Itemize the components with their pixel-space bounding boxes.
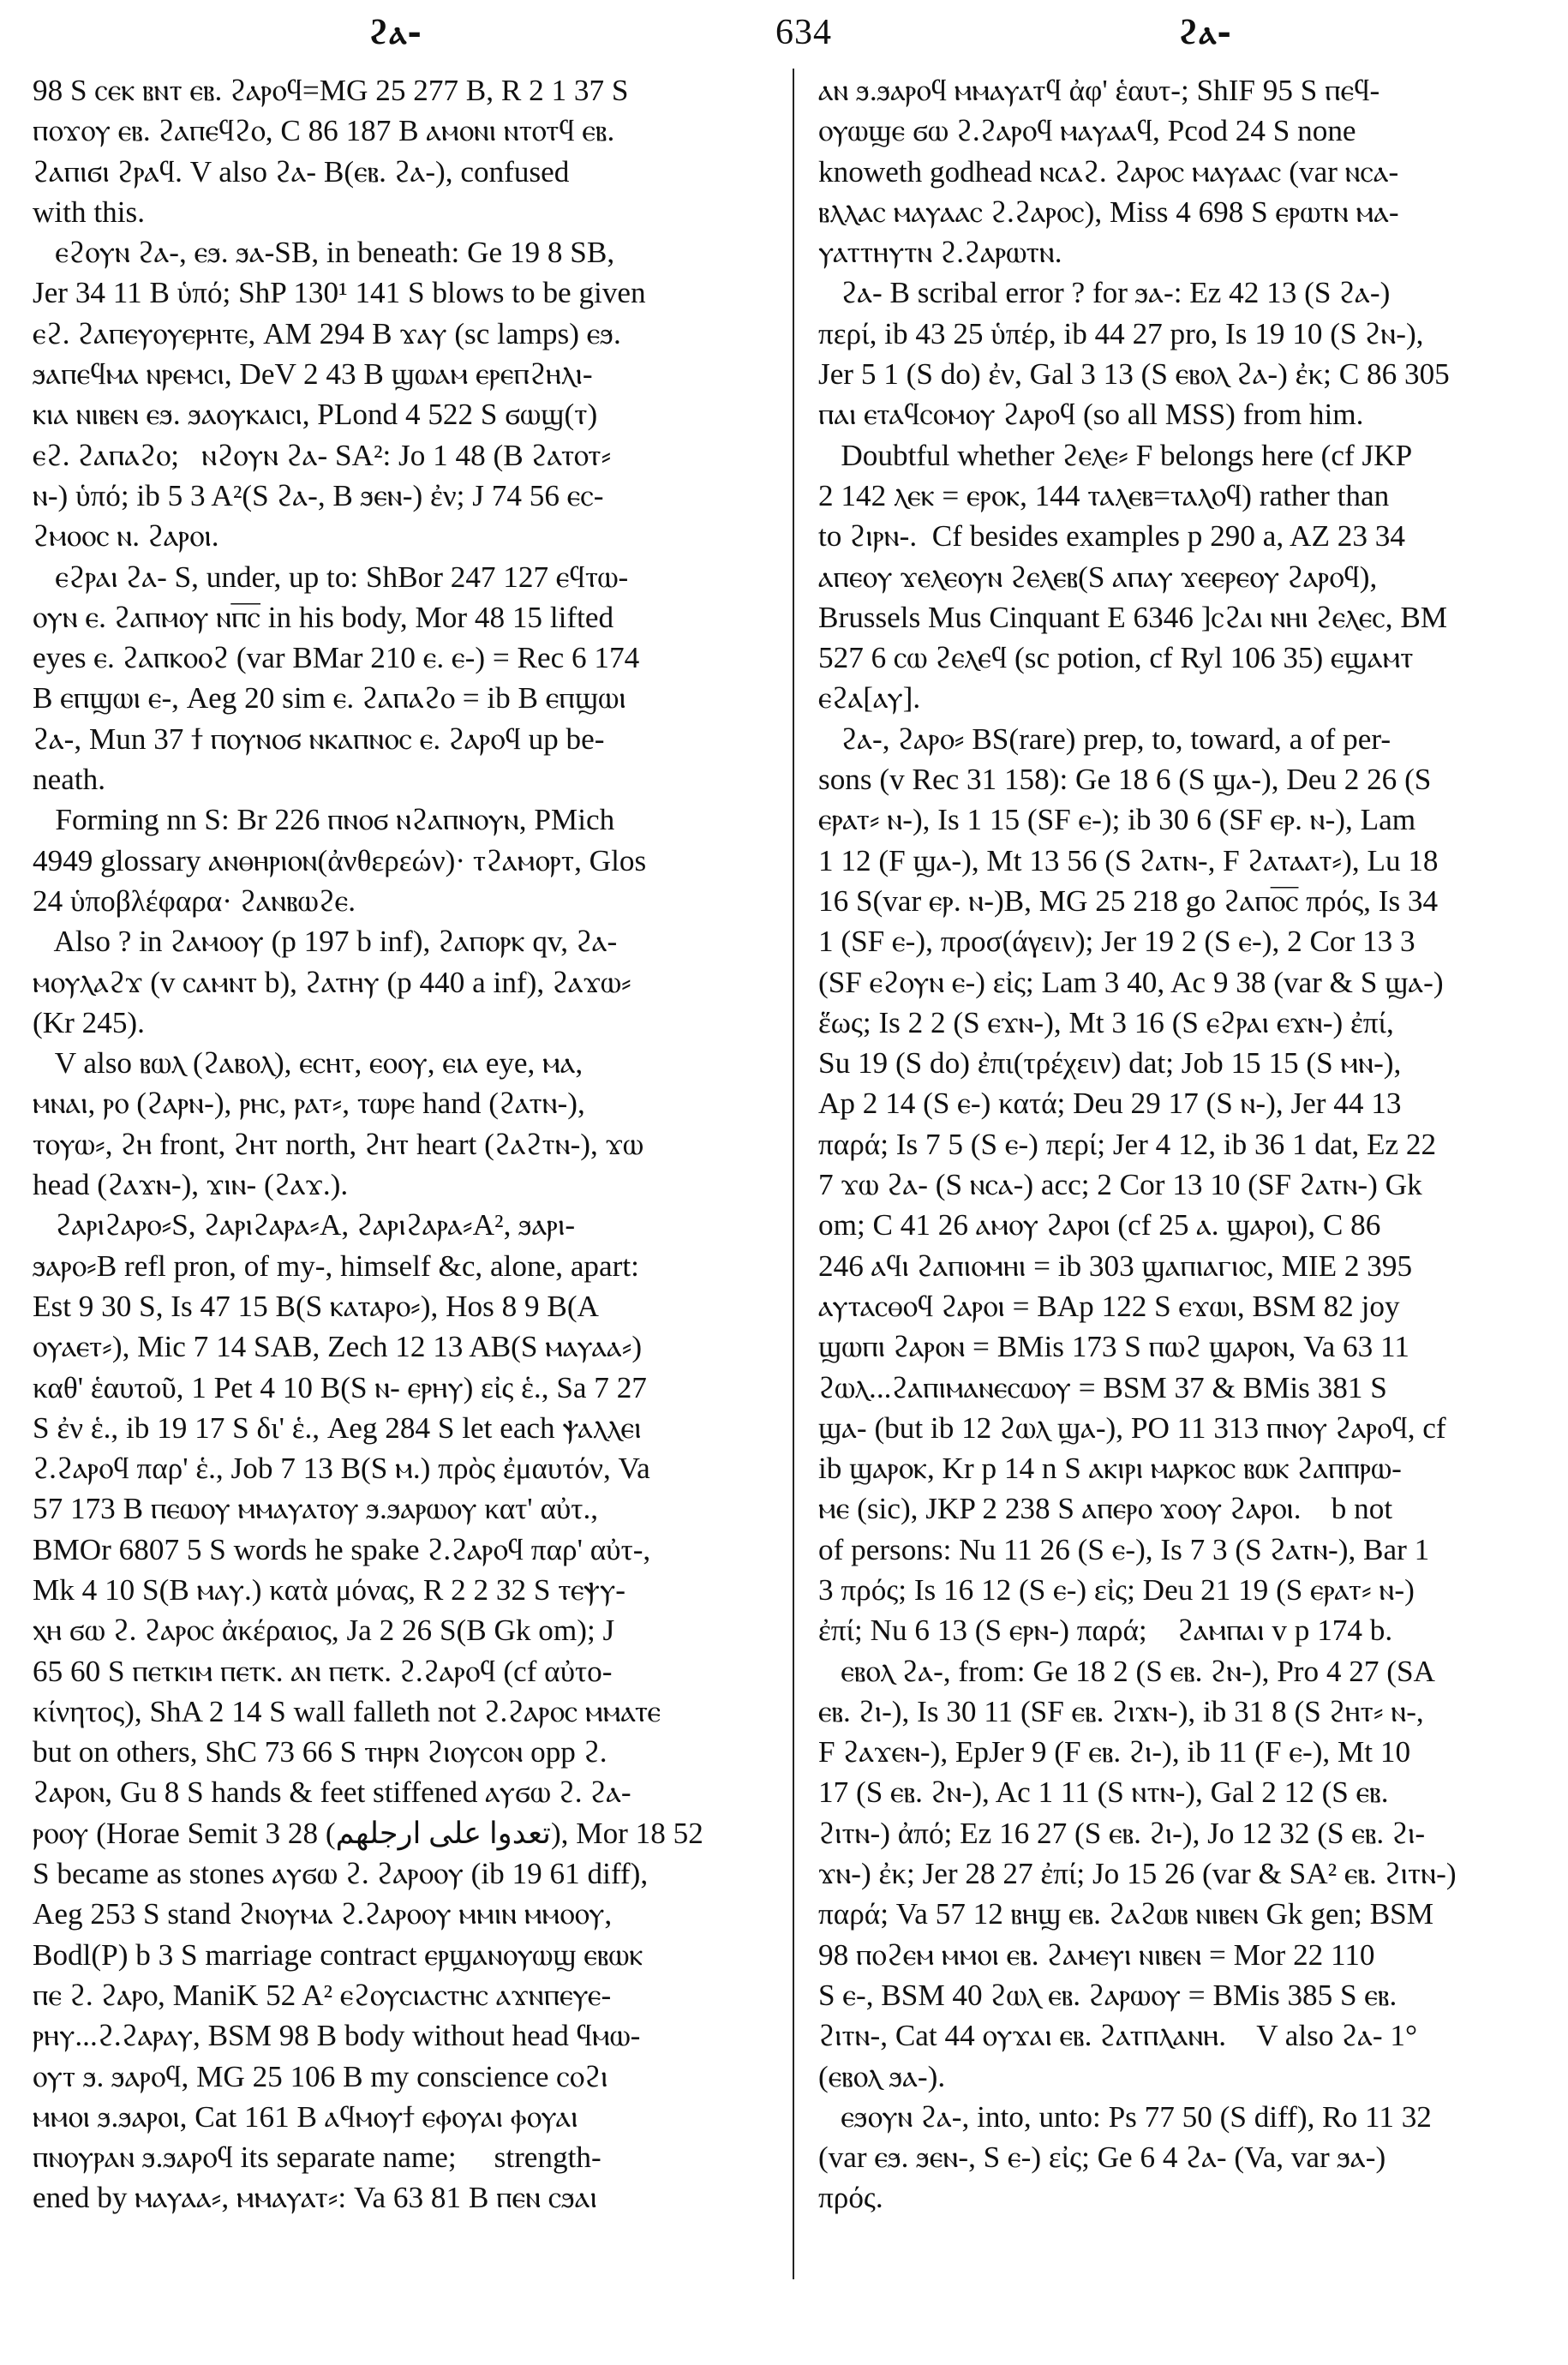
left-column-line: ⲉϩ. ϩⲁⲡⲁϩⲟ; ⲛϩⲟⲩⲛ ϩⲁ- SA²: Jo 1 48 (B ϩⲁⲧⲟⲧ⸗ <box>33 438 612 472</box>
left-column-line: ⲟⲩⲛ ⲉ. ϩⲁⲡⲙⲟⲩ ⲛⲡ̅ⲥ̅ in his body, Mor 48 15 lifted <box>33 600 614 634</box>
left-column-line: ⲙⲛⲁⲓ, ⲣⲟ (ϩⲁⲣⲛ-), ⲣⲏⲥ, ⲣⲁⲧ⸗, ⲧⲱⲣⲉ hand (ϩⲁⲧⲛ-), <box>33 1087 585 1121</box>
left-column-line: with this. <box>33 195 145 229</box>
right-column-line: ⲙⲉ (sic), JKP 2 238 S ⲁⲡⲉⲣⲟ ϫⲟⲟⲩ ϩⲁⲣⲟⲓ. b not <box>818 1492 1393 1526</box>
left-column-line: 65 60 S ⲡⲉⲧⲕⲓⲙ ⲡⲉⲧⲕ. ⲁⲛ ⲡⲉⲧⲕ. ϩ.ϩⲁⲣⲟϥ (cf αὐτο- <box>33 1654 613 1688</box>
left-column-line: ⲭⲏ ϭⲱ ϩ. ϩⲁⲣⲟⲥ ἀκέραιος, Ja 2 26 S(B Gk om); J <box>33 1614 615 1648</box>
left-column-line: καθ' ἑαυτοῦ, 1 Pet 4 10 B(S ⲛ- ⲉⲣⲏⲩ) εἰς ἑ., Sa 7 27 <box>33 1370 647 1404</box>
right-running-headword: ϩⲁ- <box>1178 12 1233 52</box>
right-column-line: sons (v Rec 31 158): Ge 18 6 (S ϣⲁ-), Deu 2 26 (S <box>818 763 1432 797</box>
right-column-line: 3 πρός; Is 16 12 (S ⲉ-) εἰς; Deu 21 19 (S ⲉⲣⲁⲧ⸗ ⲛ-) <box>818 1572 1415 1607</box>
right-column-line: ib ϣⲁⲣⲟⲕ, Kr p 14 n S ⲁⲕⲓⲣⲓ ⲙⲁⲣⲕⲟⲥ ⲃⲱⲕ ϩⲁⲡⲡⲣⲱ- <box>818 1452 1402 1486</box>
right-column-line: ⲉⲃ. ϩⲓ-), Is 30 11 (SF ⲉⲃ. ϩⲓϫⲛ-), ib 31 8 (S ϩⲏⲧ⸗ ⲛ-, <box>818 1694 1424 1728</box>
right-column-line: Ap 2 14 (S ⲉ-) κατά; Deu 29 17 (S ⲛ-), Jer 44 13 <box>818 1087 1402 1121</box>
right-column-line: S ⲉ-, BSM 40 ϩⲱⲗ ⲉⲃ. ϩⲁⲣⲱⲟⲩ = BMis 385 S ⲉⲃ. <box>818 1978 1397 2012</box>
right-column-line: παρά; Va 57 12 ⲃⲏϣ ⲉⲃ. ϩⲁϩⲱⲃ ⲛⲓⲃⲉⲛ Gk gen; BSM <box>818 1897 1434 1931</box>
left-column-line: ⲡⲉ ϩ. ϩⲁⲣⲟ, ManiK 52 A² ⲉϩⲟⲩⲥⲓⲁⲥⲧⲏⲥ ⲁϫⲛⲡⲉⲩⲉ- <box>33 1978 612 2012</box>
right-column-line: ϩⲁ-, ϩⲁⲣⲟ⸗ BS(rare) prep, to, toward, a of per- <box>818 721 1391 756</box>
left-column <box>33 70 776 2218</box>
right-column-line: 17 (S ⲉⲃ. ϩⲛ-), Ac 1 11 (S ⲛⲧⲛ-), Gal 2 12 (S ⲉⲃ. <box>818 1775 1389 1810</box>
left-column-line: ϧⲁⲡⲉϥⲙⲁ ⲛⲣⲉⲙⲥⲓ, DeV 2 43 B ϣⲱⲁⲙ ⲉⲣⲉⲡϩⲏⲗⲓ- <box>33 357 593 392</box>
left-column-line: S ἐν ἑ., ib 19 17 S δι' ἑ., Aeg 284 S let each ⲯⲁⲗⲗⲉⲓ <box>33 1410 642 1445</box>
left-column-line: B ⲉⲡϣⲱⲓ ⲉ-, Aeg 20 sim ⲉ. ϩⲁⲡⲁϩⲟ = ib B ⲉⲡϣⲱⲓ <box>33 681 626 715</box>
right-column-line: ⲡⲁⲓ ⲉⲧⲁϥⲥⲟⲙⲟⲩ ϩⲁⲣⲟϥ (so all MSS) from him. <box>818 398 1364 432</box>
left-column-line: 57 173 B ⲡⲉⲱⲟⲩ ⲙⲙⲁⲩⲁⲧⲟⲩ ϧ.ϧⲁⲣⲱⲟⲩ κατ' αὐτ., <box>33 1492 599 1526</box>
left-column-line: ⲛ-) ὑπό; ib 5 3 A²(S ϩⲁ-, B ϧⲉⲛ-) ἐν; J 74 56 ⲉⲥ- <box>33 478 604 512</box>
left-column-line: ⲕⲓⲁ ⲛⲓⲃⲉⲛ ⲉϧ. ϧⲁⲟⲩⲕⲁⲓⲥⲓ, PLond 4 522 S ϭⲱϣ(ⲧ) <box>33 398 598 432</box>
right-column-line: ⲉϧⲟⲩⲛ ϩⲁ-, into, unto: Ps 77 50 (S diff), Ro 11 32 <box>818 2099 1432 2134</box>
right-column-line: ⲁⲡⲉⲟⲩ ϫⲉⲗⲉⲟⲩⲛ ϩⲉⲗⲉⲃ(S ⲁⲡⲁⲩ ϫⲉⲉⲣⲉⲟⲩ ϩⲁⲣⲟϥ), <box>818 560 1378 594</box>
left-column-line: Est 9 30 S, Is 47 15 B(S ⲕⲁⲧⲁⲣⲟ⸗), Hos 8 9 B(A <box>33 1289 599 1323</box>
left-column-line: ϩⲙⲟⲟⲥ ⲛ. ϩⲁⲣⲟⲓ. <box>33 519 219 554</box>
left-column-line: ϩⲁ-, Mun 37 ϯ ⲡⲟⲩⲛⲟϭ ⲛⲕⲁⲡⲛⲟⲥ ⲉ. ϩⲁⲣⲟϥ up be- <box>33 721 605 756</box>
left-column-line: Jer 34 11 B ὑπό; ShP 130¹ 141 S blows to be given <box>33 276 646 310</box>
left-column-line: 4949 glossary ⲁⲛⲑⲏⲣⲓⲟⲛ(ἀνθερεών)· ⲧϩⲁⲙⲟⲣⲧ, Glos <box>33 843 647 877</box>
right-column-line: 527 6 ⲥⲱ ϩⲉⲗⲉϥ (sc potion, cf Ryl 106 35) ⲉϣⲁⲙⲧ <box>818 641 1414 675</box>
left-column-line: ⲣⲏⲩ...ϩ.ϩⲁⲣⲁⲩ, BSM 98 B body without head ϥⲙⲱ- <box>33 2019 641 2053</box>
left-column-line: 98 S ⲥⲉⲕ ⲃⲛⲧ ⲉⲃ. ϩⲁⲣⲟϥ=MG 25 277 B, R 2 1 37 S <box>33 74 629 107</box>
right-column-line: ϩⲓⲧⲛ-) ἀπό; Ez 16 27 (S ⲉⲃ. ϩⲓ-), Jo 12 32 (S ⲉⲃ. ϩⲓ- <box>818 1816 1426 1850</box>
left-column-line: ened by ⲙⲁⲩⲁⲁ⸗, ⲙⲙⲁⲩⲁⲧ⸗: Va 63 81 B ⲡⲉⲛ ⲥϧⲁⲓ <box>33 2181 597 2215</box>
right-column-line: (ⲉⲃⲟⲗ ϧⲁ-). <box>818 2059 946 2093</box>
right-column-line: περί, ib 43 25 ὑπέρ, ib 44 27 pro, Is 19 10 (S ϩⲛ-), <box>818 316 1424 350</box>
left-column-line: ϩⲁⲡⲓϭⲓ ϩⲣⲁϥ. V also ϩⲁ- B(ⲉⲃ. ϩⲁ-), confused <box>33 154 570 189</box>
right-column-line: knoweth godhead ⲛⲥⲁϩ. ϩⲁⲣⲟⲥ ⲙⲁⲩⲁⲁⲥ (var ⲛⲥⲁ- <box>818 154 1399 189</box>
left-column-line: Bodl(P) b 3 S marriage contract ⲉⲣϣⲁⲛⲟⲩⲱϣ ⲉⲃⲱⲕ <box>33 1937 643 1972</box>
right-column-line: F ϩⲁϫⲉⲛ-), EpJer 9 (F ⲉⲃ. ϩⲓ-), ib 11 (F ⲉ-), Mt 10 <box>818 1735 1411 1769</box>
right-column-line: ϫⲛ-) ἐκ; Jer 28 27 ἐπί; Jo 15 26 (var & SA² ⲉⲃ. ϩⲓⲧⲛ-) <box>818 1857 1457 1891</box>
right-column <box>818 70 1562 2218</box>
left-column-line: ⲙⲟⲩⲗⲁϩϫ (v ⲥⲁⲙⲛⲧ b), ϩⲁⲧⲏⲩ (p 440 a inf), ϩⲁϫⲱ⸗ <box>33 965 631 999</box>
right-column-line: ⲟⲩⲱϣⲉ ϭⲱ ϩ.ϩⲁⲣⲟϥ ⲙⲁⲩⲁⲁϥ, Pcod 24 S none <box>818 114 1356 148</box>
left-column-line: head (ϩⲁϫⲛ-), ϫⲓⲛ- (ϩⲁϫ.). <box>33 1168 349 1202</box>
right-column-line: ϣⲱⲡⲓ ϩⲁⲣⲟⲛ = BMis 173 S ⲡⲱϩ ϣⲁⲣⲟⲛ, Va 63 11 <box>818 1330 1409 1364</box>
left-column-line: ⲉϩⲣⲁⲓ ϩⲁ- S, under, up to: ShBor 247 127 ⲉϥⲧⲱ- <box>33 560 629 594</box>
left-column-line: (Kr 245). <box>33 1005 145 1039</box>
left-column-line: ⲟⲩⲧ ϧ. ϧⲁⲣⲟϥ, MG 25 106 B my conscience ⲥⲟϩⲓ <box>33 2059 608 2093</box>
left-column-line: ⲣⲟⲟⲩ (Horae Semit 3 28 (تعدوا على ارجلهم), Mor 18 52 <box>33 1816 703 1850</box>
right-column-line: 1 (SF ⲉ-), προσ(άγειν); Jer 19 2 (S ⲉ-), 2 Cor 13 3 <box>818 925 1415 959</box>
right-column-line: 246 ⲁϥⲓ ϩⲁⲡⲓⲟⲙⲏⲓ = ib 303 ϣⲁⲡⲓⲁⲅⲓⲟⲥ, MIE 2 395 <box>818 1248 1413 1283</box>
right-column-line: Su 19 (S do) ἐπι(τρέχειν) dat; Job 15 15 (S ⲙⲛ-), <box>818 1046 1402 1081</box>
left-column-line: ⲉϩⲟⲩⲛ ϩⲁ-, ⲉϧ. ϧⲁ-SB, in beneath: Ge 19 8 SB, <box>33 236 615 270</box>
right-column-line: 98 ⲡⲟϩⲉⲙ ⲙⲙⲟⲓ ⲉⲃ. ϩⲁⲙⲉⲩⲓ ⲛⲓⲃⲉⲛ = Mor 22 110 <box>818 1937 1375 1972</box>
left-column-line: ⲡⲟϫⲟⲩ ⲉⲃ. ϩⲁⲡⲉϥϩⲟ, C 86 187 B ⲁⲙⲟⲛⲓ ⲛⲧⲟⲧϥ ⲉⲃ. <box>33 114 615 148</box>
column-divider <box>793 69 794 2279</box>
left-column-line: eyes ⲉ. ϩⲁⲡⲕⲟⲟϩ (var BMar 210 ⲉ. ⲉ-) = Rec 6 174 <box>33 641 640 675</box>
left-column-line: ⲙⲙⲟⲓ ϧ.ϧⲁⲣⲟⲓ, Cat 161 B ⲁϥⲙⲟⲩϯ ⲉⲫⲟⲩⲁⲓ ⲫⲟⲩⲁⲓ <box>33 2099 578 2134</box>
left-column-line: neath. <box>33 763 105 797</box>
right-column-line: ϩⲱⲗ...ϩⲁⲡⲓⲙⲁⲛⲉⲥⲱⲟⲩ = BSM 37 & BMis 381 S <box>818 1370 1387 1404</box>
left-column-line: ϩⲁⲣⲓϩⲁⲣⲟ⸗S, ϩⲁⲣⲓϩⲁⲣⲁ⸗A, ϩⲁⲣⲓϩⲁⲣⲁ⸗A², ϧⲁⲣⲓ- <box>33 1208 576 1242</box>
right-column-line: (SF ⲉϩⲟⲩⲛ ⲉ-) εἰς; Lam 3 40, Ac 9 38 (var & S ϣⲁ-) <box>818 965 1444 999</box>
left-column-line: ϩⲁⲣⲟⲛ, Gu 8 S hands & feet stiffened ⲁⲩϭⲱ ϩ. ϩⲁ- <box>33 1775 631 1810</box>
left-column-line: ⲧⲟⲩⲱ⸗, ϩⲏ front, ϩⲏⲧ north, ϩⲏⲧ heart (ϩⲁϩⲧⲛ-), ϫⲱ <box>33 1127 644 1161</box>
right-column-line: ϣⲁ- (but ib 12 ϩⲱⲗ ϣⲁ-), PO 11 313 ⲡⲛⲟⲩ ϩⲁⲣⲟϥ, cf <box>818 1410 1446 1445</box>
left-column-line: ϧⲁⲣⲟ⸗B refl pron, of my-, himself &c, alone, apart: <box>33 1248 639 1283</box>
right-column-line: ⲉϩⲁ[ⲁⲩ]. <box>818 681 921 715</box>
right-column-line: ⲉⲃⲟⲗ ϩⲁ-, from: Ge 18 2 (S ⲉⲃ. ϩⲛ-), Pro 4 27 (SA <box>818 1654 1435 1688</box>
left-column-line: but on others, ShC 73 66 S ⲧⲏⲣⲛ ϩⲓⲟⲩⲥⲟⲛ opp ϩ. <box>33 1735 607 1769</box>
left-running-headword: ϩⲁ- <box>368 12 423 52</box>
right-column-line: ἐπί; Nu 6 13 (S ⲉⲣⲛ-) παρά; ϩⲁⲙⲡⲁⲓ v p 174 b. <box>818 1614 1393 1648</box>
right-column-line: Brussels Mus Cinquant E 6346 ]ⲥϩⲁⲓ ⲛⲏⲓ ϩⲉⲗⲉⲥ, BM <box>818 600 1448 634</box>
right-column-line: to ϩⲓⲣⲛ-. Cf besides examples p 290 a, AZ 23 34 <box>818 519 1405 554</box>
right-column-line: 2 142 ⲗⲉⲕ = ⲉⲣⲟⲕ, 144 ⲧⲁⲗⲉⲃ=ⲧⲁⲗⲟϥ) rather than <box>818 478 1390 512</box>
left-column-line: ⲉϩ. ϩⲁⲡⲉⲩⲟⲩⲉⲣⲏⲧⲉ, AM 294 B ϫⲁⲩ (sc lamps) ⲉϧ. <box>33 316 621 350</box>
right-column-line: Jer 5 1 (S do) ἐν, Gal 3 13 (S ⲉⲃⲟⲗ ϩⲁ-) ἐκ; C 86 305 <box>818 357 1450 392</box>
page-number: 634 <box>775 13 832 52</box>
left-column-line: S became as stones ⲁⲩϭⲱ ϩ. ϩⲁⲣⲟⲟⲩ (ib 19 61 diff), <box>33 1857 649 1891</box>
right-column-line: Doubtful whether ϩⲉⲗⲉ⸗ F belongs here (cf JKP <box>818 438 1413 472</box>
right-column-line: ⲉⲣⲁⲧ⸗ ⲛ-), Is 1 15 (SF ⲉ-); ib 30 6 (SF ⲉⲣ. ⲛ-), Lam <box>818 803 1416 837</box>
right-column-line: ⲩⲁⲧⲧⲏⲩⲧⲛ ϩ.ϩⲁⲣⲱⲧⲛ. <box>818 236 1062 270</box>
left-column-line: 24 ὑποβλέφαρα· ϩⲁⲛⲃⲱϩⲉ. <box>33 883 356 918</box>
right-column-line: (var ⲉϧ. ϧⲉⲛ-, S ⲉ-) εἰς; Ge 6 4 ϩⲁ- (Va, var ϧⲁ-) <box>818 2140 1386 2175</box>
left-column-line: ϩ.ϩⲁⲣⲟϥ παρ' ἑ., Job 7 13 B(S ⲙ.) πρὸς ἐμαυτόν, Va <box>33 1452 650 1486</box>
right-column-line: παρά; Is 7 5 (S ⲉ-) περί; Jer 4 12, ib 36 1 dat, Ez 22 <box>818 1127 1437 1161</box>
left-column-line: ⲟⲩⲁⲉⲧ⸗), Mic 7 14 SAB, Zech 12 13 AB(S ⲙⲁⲩⲁⲁ⸗) <box>33 1330 643 1364</box>
left-column-line: κίνητος), ShA 2 14 S wall falleth not ϩ.ϩⲁⲣⲟⲥ ⲙⲙⲁⲧⲉ <box>33 1694 661 1728</box>
right-column-line: of persons: Nu 11 26 (S ⲉ-), Is 7 3 (S ϩⲁⲧⲛ-), Bar 1 <box>818 1532 1430 1566</box>
page-header <box>51 12 1517 63</box>
right-column-line: ἕως; Is 2 2 (S ⲉϫⲛ-), Mt 3 16 (S ⲉϩⲣⲁⲓ ⲉϫⲛ-) ἐπί, <box>818 1005 1394 1039</box>
right-column-line: om; C 41 26 ⲁⲙⲟⲩ ϩⲁⲣⲟⲓ (cf 25 ⲁ. ϣⲁⲣⲟⲓ), C 86 <box>818 1208 1381 1242</box>
left-column-line: Aeg 253 S stand ϩⲛⲟⲩⲙⲁ ϩ.ϩⲁⲣⲟⲟⲩ ⲙⲙⲓⲛ ⲙⲙⲟⲟⲩ, <box>33 1897 613 1931</box>
right-column-line: ⲃⲗⲗⲁⲥ ⲙⲁⲩⲁⲁⲥ ϩ.ϩⲁⲣⲟⲥ), Miss 4 698 S ⲉⲣⲱⲧⲛ ⲙⲁ- <box>818 195 1399 229</box>
left-column-line: BMOr 6807 5 S words he spake ϩ.ϩⲁⲣⲟϥ παρ' αὐτ-, <box>33 1532 651 1566</box>
right-column-line: 7 ϫⲱ ϩⲁ- (S ⲛⲥⲁ-) acc; 2 Cor 13 10 (SF ϩⲁⲧⲛ-) Gk <box>818 1168 1422 1202</box>
right-column-line: ⲁⲩⲧⲁⲥⲑⲟϥ ϩⲁⲣⲟⲓ = BAp 122 S ⲉϫⲱⲓ, BSM 82 joy <box>818 1289 1400 1323</box>
right-column-line: πρός. <box>818 2181 883 2215</box>
left-column-line: Also ? in ϩⲁⲙⲟⲟⲩ (p 197 b inf), ϩⲁⲡⲟⲣⲕ qv, ϩⲁ- <box>33 925 618 959</box>
right-column-line: ϩⲁ- B scribal error ? for ϧⲁ-: Ez 42 13 (S ϩⲁ-) <box>818 276 1391 310</box>
right-column-line: ⲁⲛ ϧ.ϧⲁⲣⲟϥ ⲙⲙⲁⲩⲁⲧϥ ἀφ' ἑαυτ-; ShIF 95 S ⲡⲉϥ- <box>818 74 1380 107</box>
left-column-line: Forming nn S: Br 226 ⲡⲛⲟϭ ⲛϩⲁⲡⲛⲟⲩⲛ, PMich <box>33 803 615 837</box>
right-column-line: 16 S(var ⲉⲣ. ⲛ-)B, MG 25 218 go ϩⲁⲡⲟ̅ⲥ̅ πρός, Is 34 <box>818 883 1439 918</box>
right-column-line: ϩⲓⲧⲛ-, Cat 44 ⲟⲩϫⲁⲓ ⲉⲃ. ϩⲁⲧⲡⲗⲁⲛⲏ. V also ϩⲁ- 1° <box>818 2019 1418 2053</box>
right-column-line: 1 12 (F ϣⲁ-), Mt 13 56 (S ϩⲁⲧⲛ-, F ϩⲁⲧⲁⲁⲧ⸗), Lu 18 <box>818 843 1439 877</box>
left-column-line: V also ⲃⲱⲗ (ϩⲁⲃⲟⲗ), ⲉⲥⲏⲧ, ⲉⲟⲟⲩ, ⲉⲓⲁ eye, ⲙⲁ, <box>33 1046 584 1081</box>
left-column-line: ⲡⲛⲟⲩⲣⲁⲛ ϧ.ϧⲁⲣⲟϥ its separate name; strength- <box>33 2140 601 2175</box>
left-column-line: Mk 4 10 S(B ⲙⲁⲩ.) κατὰ μόνας, R 2 2 32 S ⲧⲉⲯⲩ- <box>33 1572 625 1607</box>
